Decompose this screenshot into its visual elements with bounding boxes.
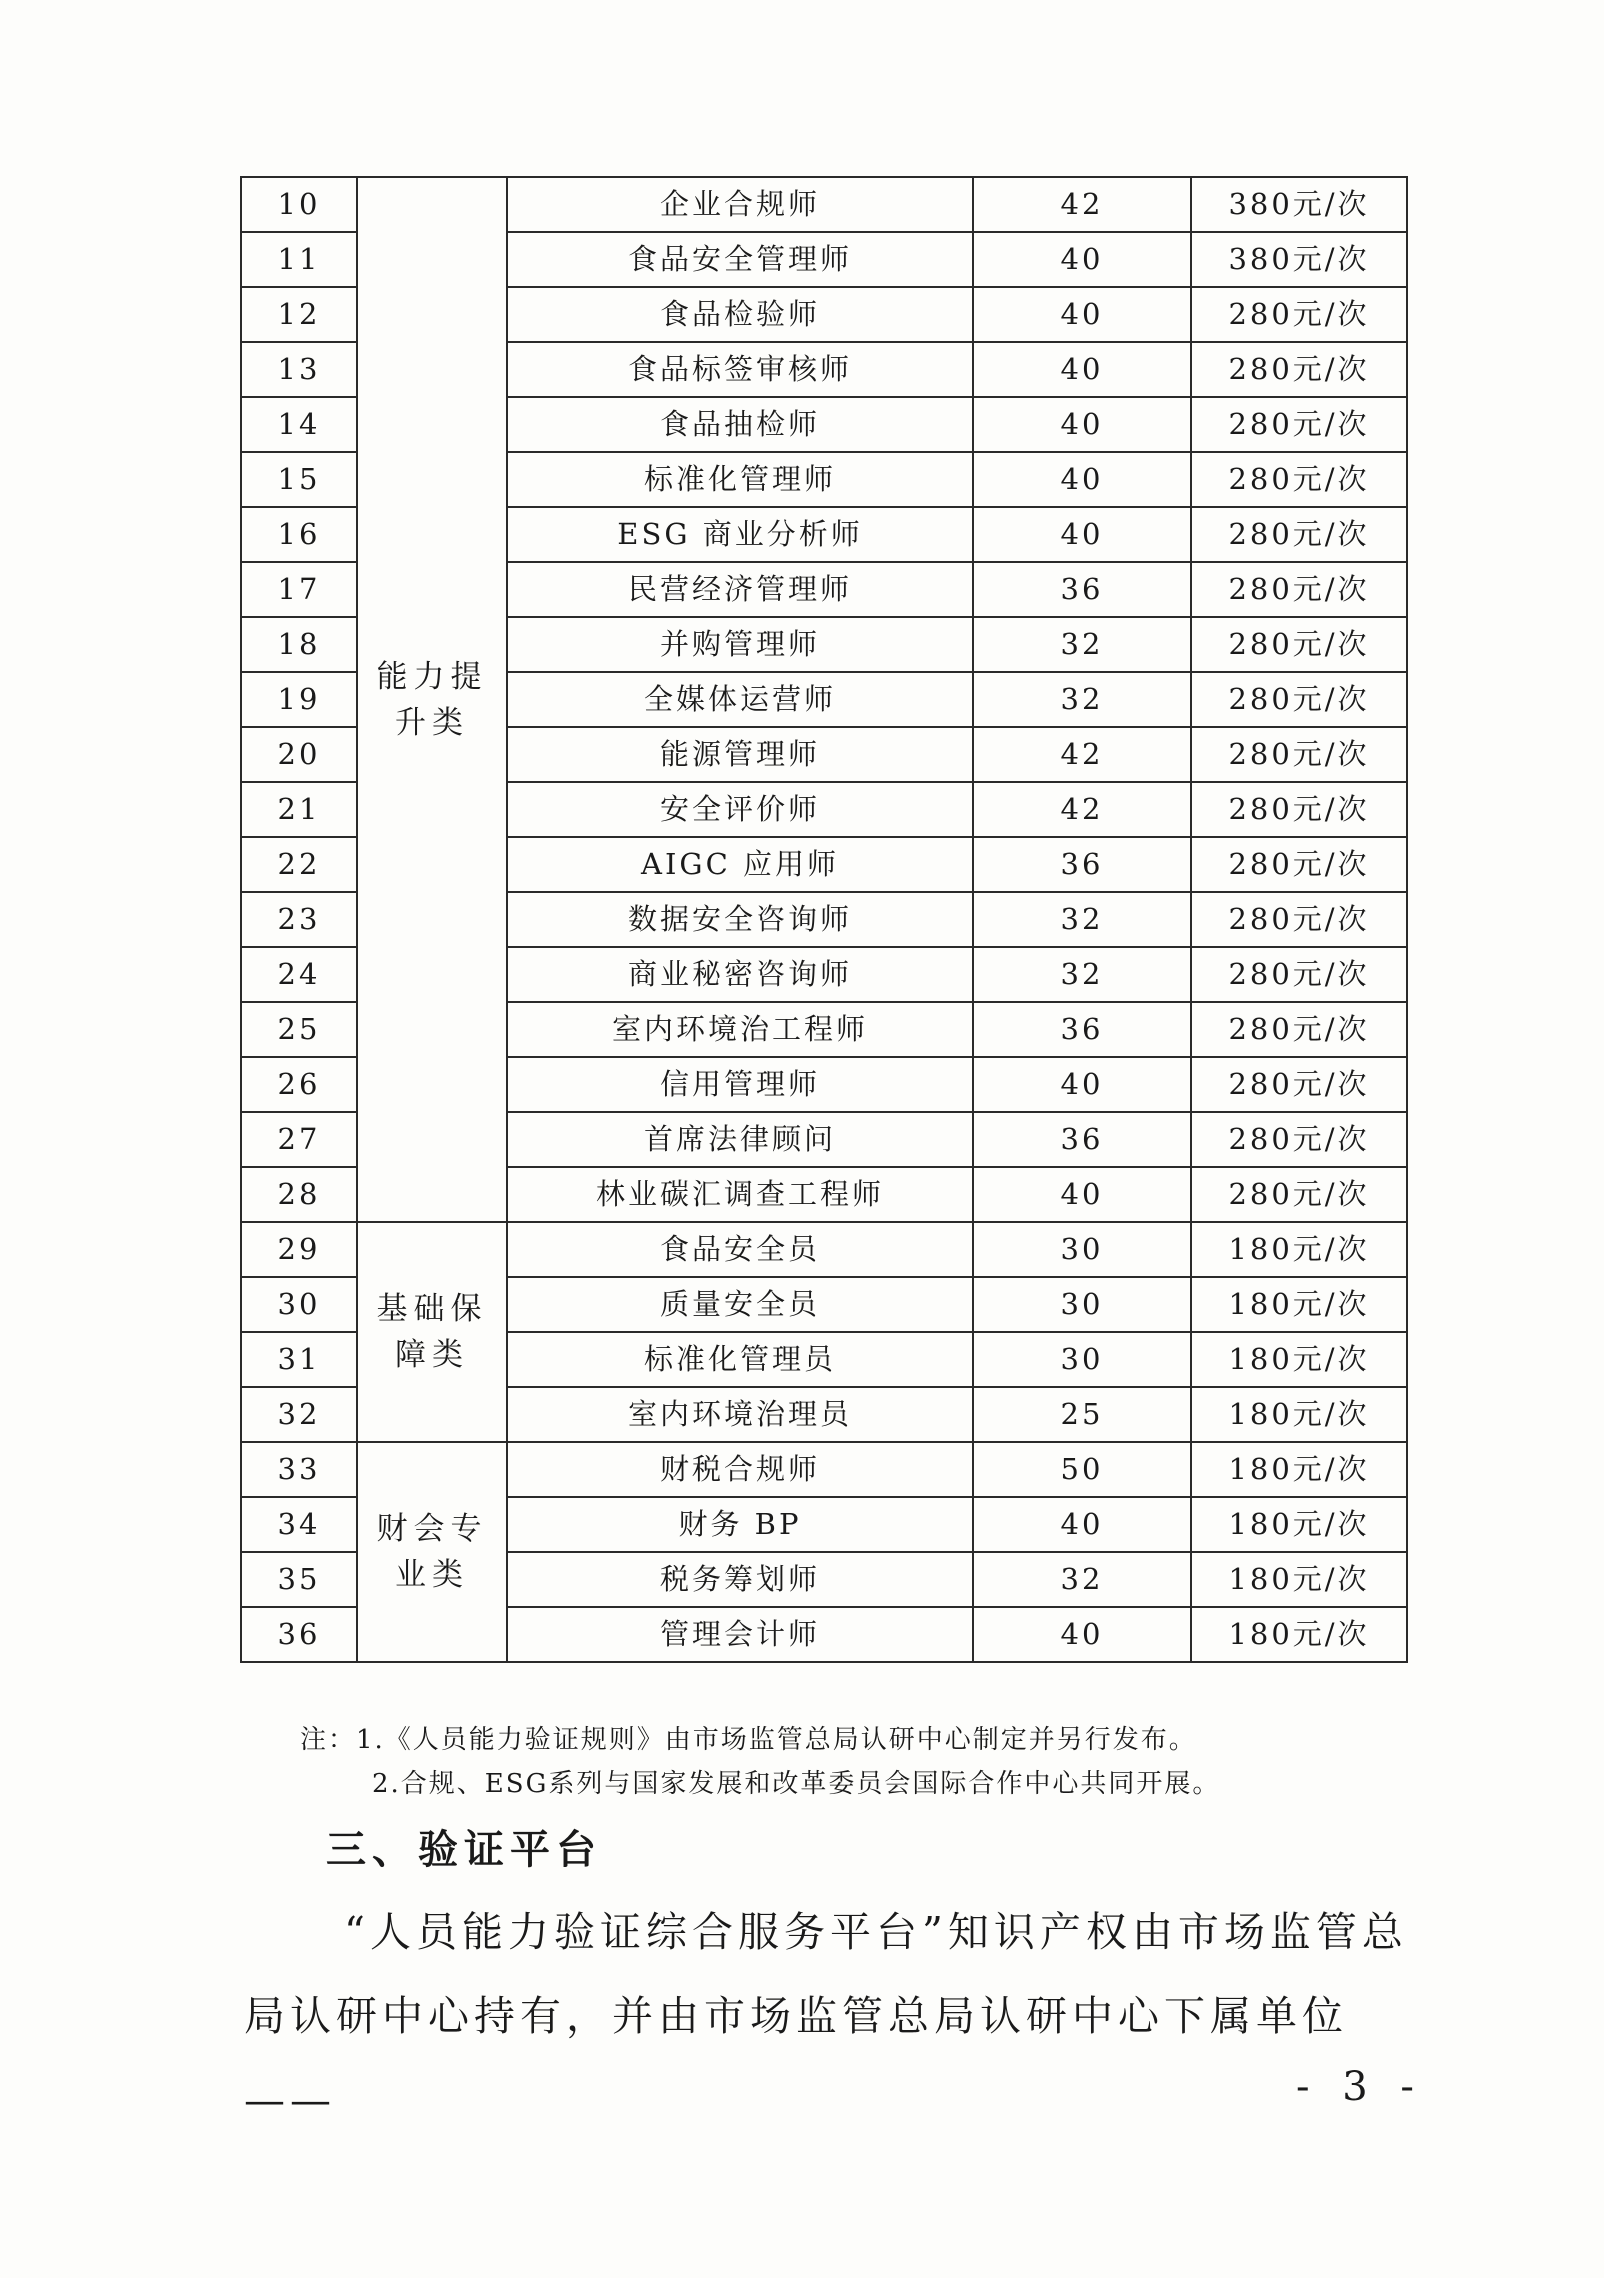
hours-cell: 40 (973, 1167, 1191, 1222)
fee-cell: 180元/次 (1191, 1497, 1407, 1552)
fee-cell: 280元/次 (1191, 672, 1407, 727)
row-number-cell: 25 (241, 1002, 357, 1057)
hours-cell: 36 (973, 1112, 1191, 1167)
fee-cell: 280元/次 (1191, 1167, 1407, 1222)
row-number-cell: 28 (241, 1167, 357, 1222)
row-number-cell: 11 (241, 232, 357, 287)
hours-cell: 40 (973, 342, 1191, 397)
row-number-cell: 30 (241, 1277, 357, 1332)
certificate-name-cell: 管理会计师 (507, 1607, 973, 1662)
hours-cell: 32 (973, 672, 1191, 727)
row-number-cell: 12 (241, 287, 357, 342)
fee-cell: 180元/次 (1191, 1607, 1407, 1662)
hours-cell: 36 (973, 562, 1191, 617)
hours-cell: 42 (973, 782, 1191, 837)
certificate-name-cell: 食品检验师 (507, 287, 973, 342)
certificate-name-cell: 林业碳汇调查工程师 (507, 1167, 973, 1222)
certificate-name-cell: 质量安全员 (507, 1277, 973, 1332)
certificate-name-cell: 全媒体运营师 (507, 672, 973, 727)
row-number-cell: 27 (241, 1112, 357, 1167)
row-number-cell: 10 (241, 177, 357, 232)
fee-cell: 280元/次 (1191, 342, 1407, 397)
certificate-name-cell: 财务 BP (507, 1497, 973, 1552)
row-number-cell: 19 (241, 672, 357, 727)
row-number-cell: 17 (241, 562, 357, 617)
row-number-cell: 31 (241, 1332, 357, 1387)
hours-cell: 36 (973, 1002, 1191, 1057)
hours-cell: 40 (973, 397, 1191, 452)
category-cell: 基础保障类 (357, 1222, 507, 1442)
fee-cell: 280元/次 (1191, 397, 1407, 452)
hours-cell: 30 (973, 1222, 1191, 1277)
fee-cell: 180元/次 (1191, 1442, 1407, 1497)
fee-cell: 380元/次 (1191, 177, 1407, 232)
certificate-name-cell: 食品安全管理师 (507, 232, 973, 287)
fee-cell: 180元/次 (1191, 1332, 1407, 1387)
hours-cell: 42 (973, 727, 1191, 782)
hours-cell: 40 (973, 452, 1191, 507)
row-number-cell: 24 (241, 947, 357, 1002)
hours-cell: 36 (973, 837, 1191, 892)
fee-cell: 180元/次 (1191, 1222, 1407, 1277)
hours-cell: 40 (973, 1607, 1191, 1662)
row-number-cell: 29 (241, 1222, 357, 1277)
certificate-name-cell: AIGC 应用师 (507, 837, 973, 892)
row-number-cell: 14 (241, 397, 357, 452)
fee-cell: 280元/次 (1191, 1112, 1407, 1167)
table-row (241, 177, 1407, 232)
hours-cell: 50 (973, 1442, 1191, 1497)
certificate-name-cell: 食品抽检师 (507, 397, 973, 452)
fee-cell: 280元/次 (1191, 892, 1407, 947)
certificate-name-cell: 室内环境治工程师 (507, 1002, 973, 1057)
note-1: 注：1.《人员能力验证规则》由市场监管总局认研中心制定并另行发布。 (300, 1725, 1197, 1755)
row-number-cell: 26 (241, 1057, 357, 1112)
certificate-name-cell: 税务筹划师 (507, 1552, 973, 1607)
certificate-name-cell: 食品标签审核师 (507, 342, 973, 397)
fee-cell: 280元/次 (1191, 1057, 1407, 1112)
certificate-name-cell: 企业合规师 (507, 177, 973, 232)
category-cell: 财会专业类 (357, 1442, 507, 1662)
fee-cell: 380元/次 (1191, 232, 1407, 287)
certificate-name-cell: 食品安全员 (507, 1222, 973, 1277)
hours-cell: 40 (973, 232, 1191, 287)
fee-cell: 280元/次 (1191, 507, 1407, 562)
table-body (241, 177, 1407, 1662)
hours-cell: 40 (973, 507, 1191, 562)
certificate-name-cell: ESG 商业分析师 (507, 507, 973, 562)
fee-cell: 280元/次 (1191, 562, 1407, 617)
certificate-name-cell: 民营经济管理师 (507, 562, 973, 617)
certificate-name-cell: 信用管理师 (507, 1057, 973, 1112)
table-notes (300, 1718, 1220, 1806)
fee-cell: 280元/次 (1191, 947, 1407, 1002)
hours-cell: 32 (973, 947, 1191, 1002)
certificate-name-cell: 能源管理师 (507, 727, 973, 782)
row-number-cell: 13 (241, 342, 357, 397)
category-cell: 能力提升类 (357, 177, 507, 1222)
fee-cell: 280元/次 (1191, 287, 1407, 342)
hours-cell: 40 (973, 287, 1191, 342)
fee-cell: 280元/次 (1191, 452, 1407, 507)
certificate-name-cell: 标准化管理师 (507, 452, 973, 507)
fee-cell: 280元/次 (1191, 617, 1407, 672)
row-number-cell: 20 (241, 727, 357, 782)
row-number-cell: 18 (241, 617, 357, 672)
table-row (241, 1442, 1407, 1497)
row-number-cell: 16 (241, 507, 357, 562)
section-heading: 三、验证平台 (326, 1827, 602, 1873)
fee-cell: 180元/次 (1191, 1552, 1407, 1607)
certificate-name-cell: 财税合规师 (507, 1442, 973, 1497)
certificate-name-cell: 首席法律顾问 (507, 1112, 973, 1167)
row-number-cell: 23 (241, 892, 357, 947)
row-number-cell: 22 (241, 837, 357, 892)
row-number-cell: 32 (241, 1387, 357, 1442)
table-row (241, 1222, 1407, 1277)
row-number-cell: 21 (241, 782, 357, 837)
certificate-name-cell: 并购管理师 (507, 617, 973, 672)
hours-cell: 30 (973, 1332, 1191, 1387)
fee-cell: 180元/次 (1191, 1277, 1407, 1332)
hours-cell: 32 (973, 1552, 1191, 1607)
row-number-cell: 33 (241, 1442, 357, 1497)
fee-cell: 180元/次 (1191, 1387, 1407, 1442)
fee-cell: 280元/次 (1191, 782, 1407, 837)
certificate-name-cell: 安全评价师 (507, 782, 973, 837)
row-number-cell: 15 (241, 452, 357, 507)
body-paragraph: “人员能力验证综合服务平台”知识产权由市场监管总局认研中心持有，并由市场监管总局认研中心下属单位—— (244, 1908, 1408, 2124)
hours-cell: 32 (973, 892, 1191, 947)
hours-cell: 42 (973, 177, 1191, 232)
row-number-cell: 35 (241, 1552, 357, 1607)
fee-cell: 280元/次 (1191, 727, 1407, 782)
row-number-cell: 34 (241, 1497, 357, 1552)
fee-cell: 280元/次 (1191, 1002, 1407, 1057)
hours-cell: 40 (973, 1497, 1191, 1552)
row-number-cell: 36 (241, 1607, 357, 1662)
certificate-name-cell: 数据安全咨询师 (507, 892, 973, 947)
hours-cell: 25 (973, 1387, 1191, 1442)
hours-cell: 40 (973, 1057, 1191, 1112)
certificate-name-cell: 商业秘密咨询师 (507, 947, 973, 1002)
fee-cell: 280元/次 (1191, 837, 1407, 892)
certificate-name-cell: 室内环境治理员 (507, 1387, 973, 1442)
hours-cell: 30 (973, 1277, 1191, 1332)
certificate-name-cell: 标准化管理员 (507, 1332, 973, 1387)
page-number: - 3 - (1296, 2064, 1424, 2110)
certification-table (240, 176, 1408, 1663)
hours-cell: 32 (973, 617, 1191, 672)
note-2: 2.合规、ESG系列与国家发展和改革委员会国际合作中心共同开展。 (372, 1769, 1221, 1799)
